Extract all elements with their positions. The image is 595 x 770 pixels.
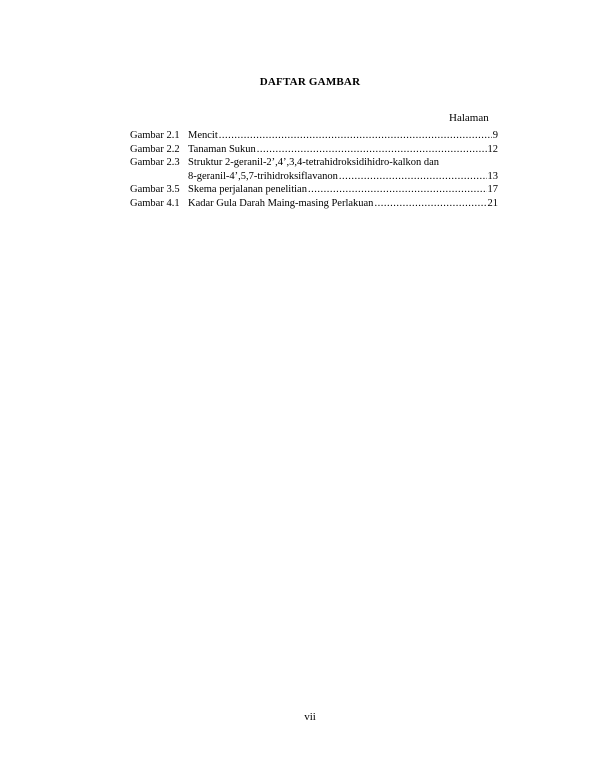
figure-number: Gambar 2.2 <box>130 143 180 155</box>
page-column-header: Halaman <box>449 112 489 124</box>
figure-caption: Tanaman Sukun <box>188 143 256 155</box>
figure-entry <box>130 183 498 197</box>
figure-list <box>130 129 498 210</box>
figure-page: 21 <box>487 197 498 209</box>
figure-entry-body <box>188 143 498 157</box>
figure-page: 13 <box>487 170 498 182</box>
figure-line <box>188 183 498 197</box>
figure-entry <box>130 143 498 157</box>
dot-leader <box>219 129 492 143</box>
figure-page: 17 <box>487 184 498 195</box>
figure-line <box>188 197 498 211</box>
dot-leader <box>339 170 487 184</box>
figure-entry-body <box>188 183 498 197</box>
figure-entry <box>130 156 498 183</box>
figure-caption-continued: 8-geranil-4’,5,7-trihidroksiflavanon <box>188 170 338 182</box>
figure-entry-body <box>188 156 498 183</box>
figure-page: 12 <box>487 143 498 155</box>
figure-page: 9 <box>492 130 498 141</box>
figure-line <box>188 170 498 184</box>
page-title: DAFTAR GAMBAR <box>259 76 361 88</box>
page-number: vii <box>304 711 316 723</box>
dot-leader <box>308 183 487 197</box>
figure-entry-body <box>188 197 498 211</box>
figure-number: Gambar 2.3 <box>130 157 180 168</box>
figure-number: Gambar 3.5 <box>130 184 180 195</box>
figure-entry <box>130 197 498 211</box>
figure-caption: Struktur 2-geranil-2’,4’,3,4-tetrahidroksidihidro-kalkon dan <box>188 157 440 168</box>
dot-leader <box>374 197 486 211</box>
figure-entry <box>130 129 498 143</box>
figure-entry-body <box>188 129 498 143</box>
figure-line <box>188 143 498 157</box>
figure-number: Gambar 4.1 <box>130 197 180 209</box>
figure-line <box>188 129 498 143</box>
figure-line <box>188 156 498 170</box>
figure-caption: Kadar Gula Darah Maing-masing Perlakuan <box>188 197 374 209</box>
dot-leader <box>257 143 487 157</box>
figure-number: Gambar 2.1 <box>130 130 180 141</box>
figure-caption: Mencit <box>188 130 218 141</box>
figure-caption: Skema perjalanan penelitian <box>188 184 307 195</box>
